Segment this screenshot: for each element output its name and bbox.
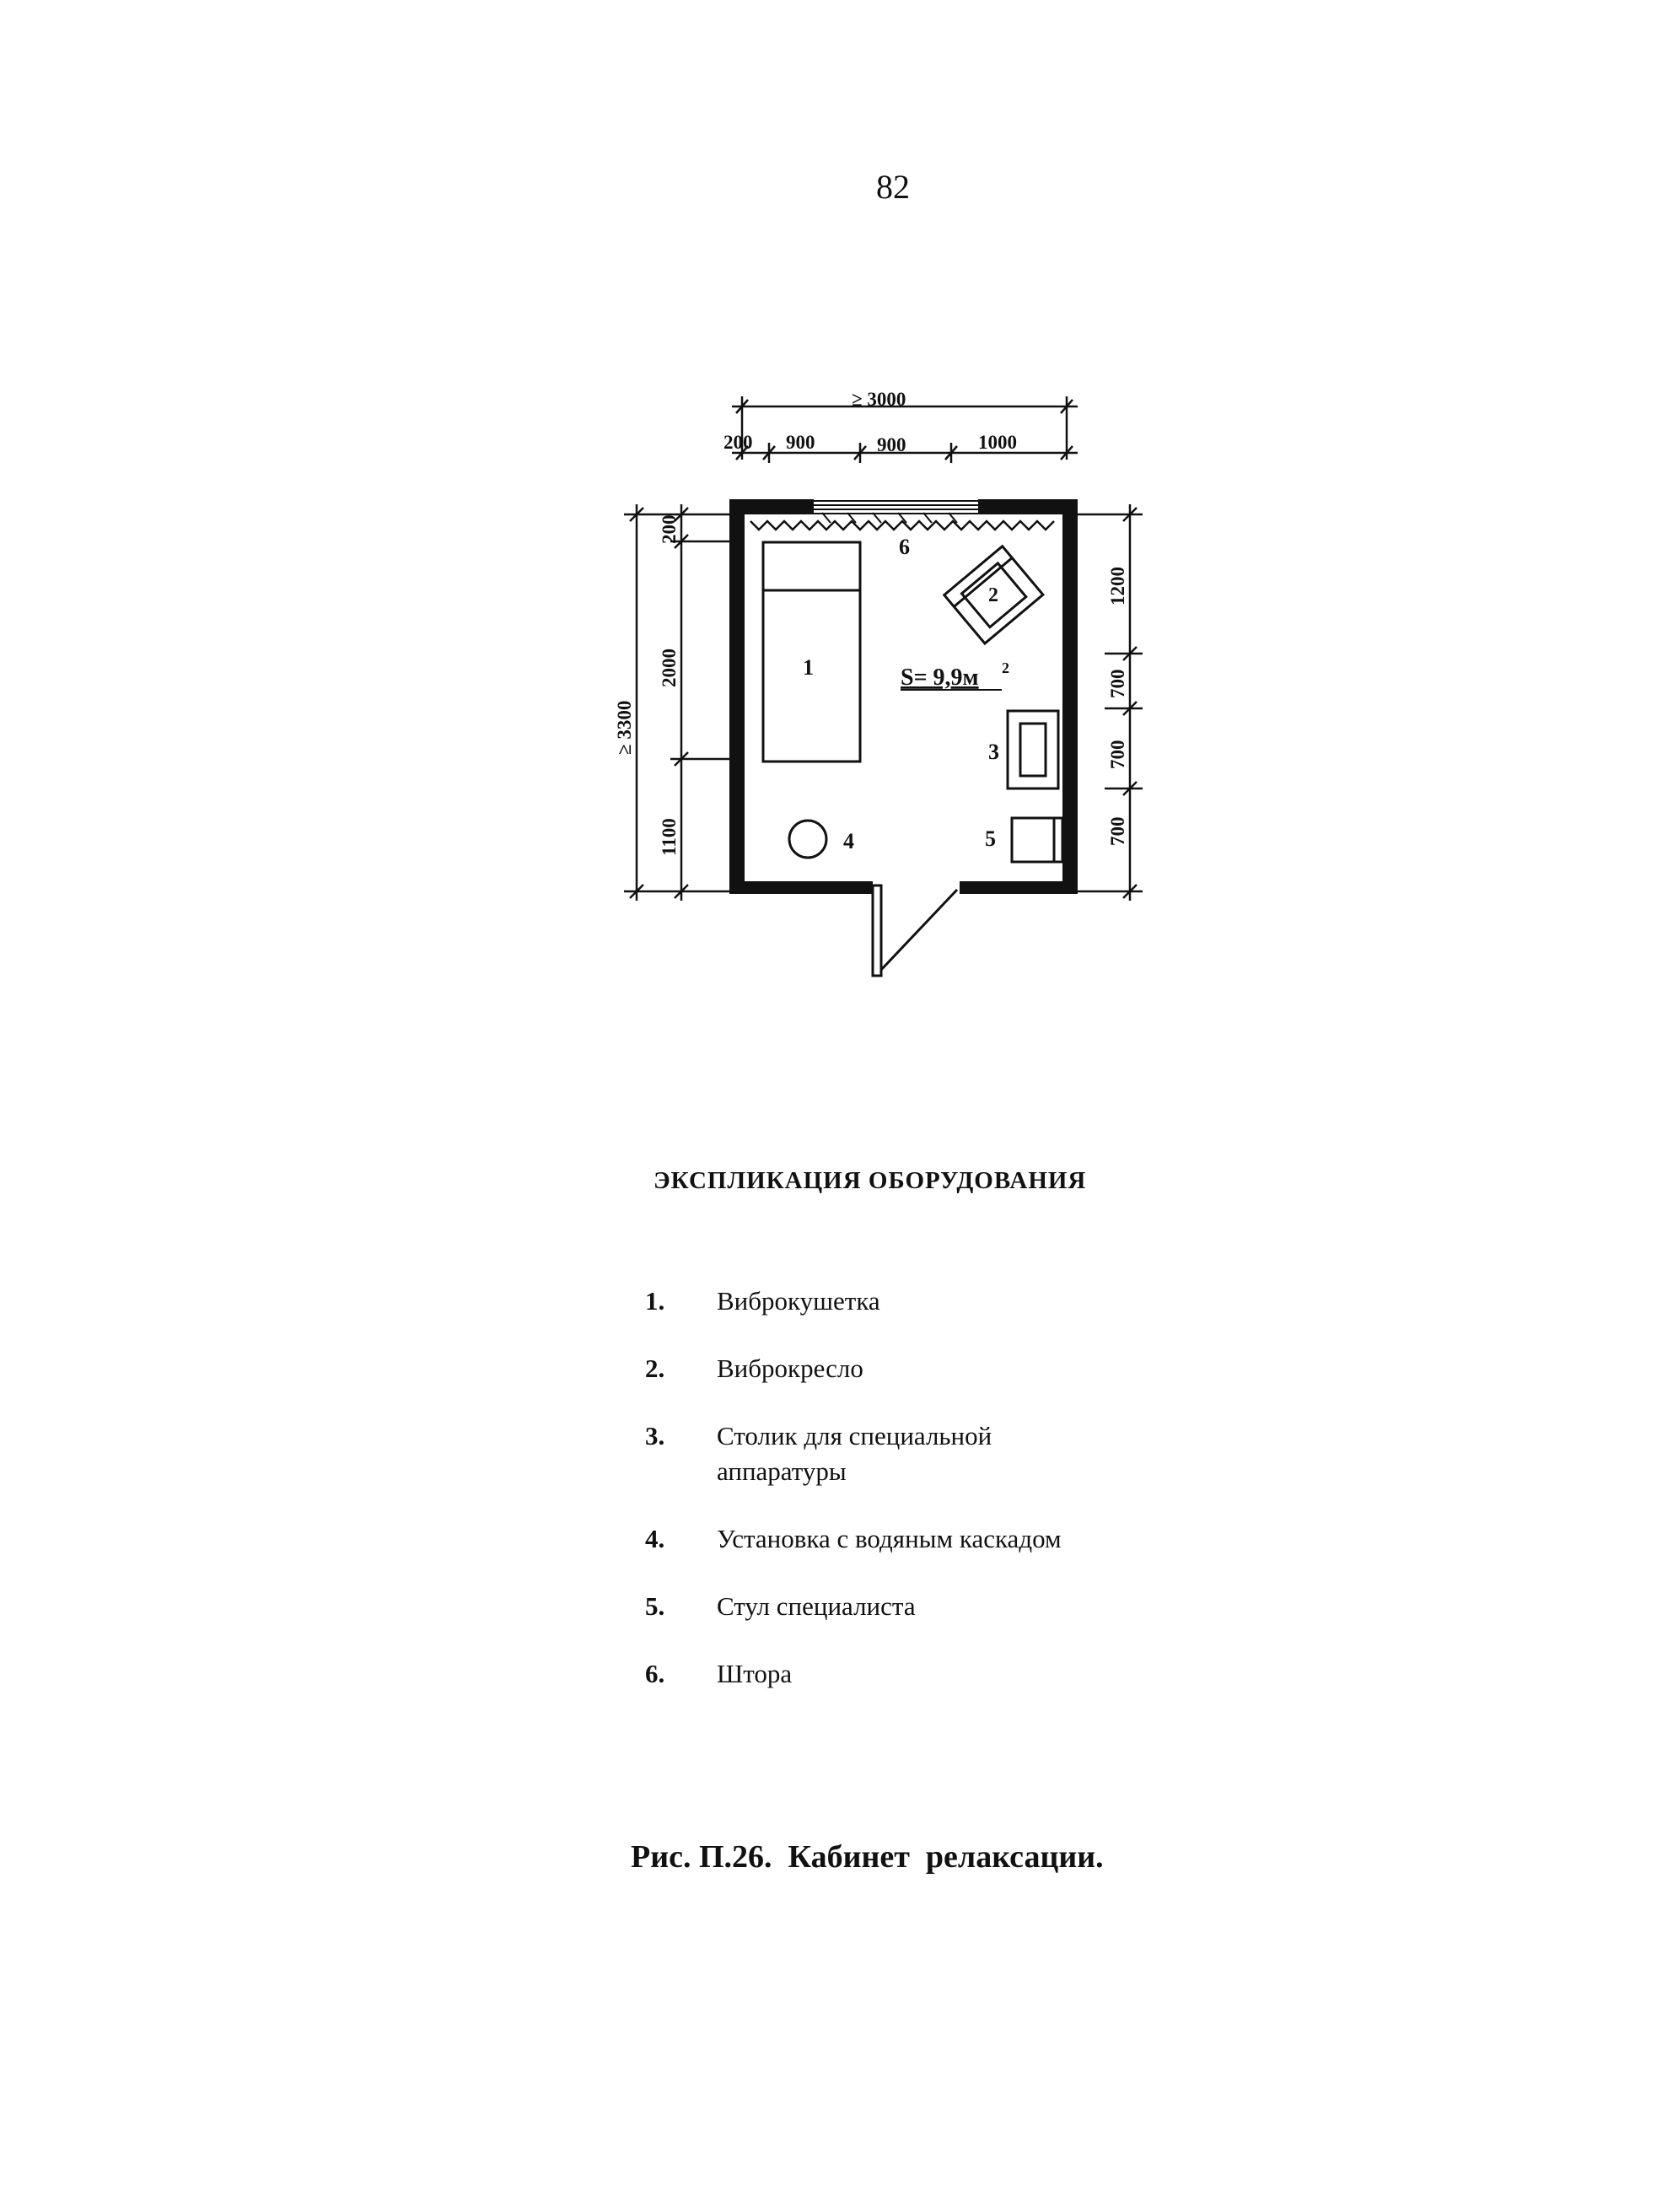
marker-chair: 5 bbox=[985, 826, 996, 851]
figure-caption: Рис. П.26. Кабинет релаксации. bbox=[631, 1839, 1104, 1875]
explication-heading: ЭКСПЛИКАЦИЯ ОБОРУДОВАНИЯ bbox=[654, 1167, 1087, 1194]
dim-top-4: 1000 bbox=[978, 432, 1017, 453]
wall-left bbox=[729, 499, 745, 894]
item-text: Виброкресло bbox=[717, 1354, 863, 1383]
curtain bbox=[750, 521, 1054, 530]
item-number: 4. bbox=[645, 1524, 665, 1553]
dim-left-1: 200 bbox=[659, 514, 680, 544]
list-item bbox=[645, 1656, 1235, 1692]
item-number: 5. bbox=[645, 1591, 665, 1621]
item-text: Виброкушетка bbox=[717, 1286, 880, 1316]
dim-top-2: 900 bbox=[786, 432, 815, 453]
marker-cascade: 4 bbox=[843, 829, 854, 853]
item-text: Установка с водяным каскадом bbox=[717, 1524, 1062, 1553]
list-item bbox=[645, 1418, 1235, 1489]
dim-right-2: 700 bbox=[1107, 669, 1128, 698]
list-item bbox=[645, 1351, 1235, 1386]
dim-top-1: 200 bbox=[723, 432, 753, 453]
list-item bbox=[645, 1284, 1235, 1319]
item-text: Стул специалиста bbox=[717, 1591, 916, 1621]
list-item bbox=[645, 1589, 1235, 1624]
dim-left-2: 2000 bbox=[659, 649, 680, 687]
cascade-circle bbox=[789, 821, 826, 858]
item-number: 1. bbox=[645, 1286, 665, 1316]
dim-right-1: 1200 bbox=[1107, 567, 1128, 605]
item-text: Штора bbox=[717, 1659, 793, 1688]
dim-overall-height: ≥ 3300 bbox=[614, 700, 635, 755]
door bbox=[873, 885, 957, 976]
page-number: 82 bbox=[876, 168, 910, 206]
item-number: 3. bbox=[645, 1421, 665, 1450]
item-text: Столик для специальной аппаратуры bbox=[717, 1421, 992, 1486]
dim-left-3: 1100 bbox=[659, 818, 680, 856]
floor-plan bbox=[0, 0, 1662, 1054]
area-exponent: 2 bbox=[1002, 659, 1009, 676]
area-label: S= 9,9м bbox=[901, 665, 979, 691]
marker-armchair: 2 bbox=[988, 584, 998, 606]
bed bbox=[763, 542, 860, 762]
marker-bed: 1 bbox=[803, 655, 814, 680]
chair bbox=[1012, 818, 1062, 862]
list-item bbox=[645, 1521, 1235, 1557]
dim-top-3: 900 bbox=[877, 434, 906, 455]
marker-table: 3 bbox=[988, 740, 999, 764]
explication-list bbox=[645, 1284, 1235, 1724]
dim-right-4: 700 bbox=[1107, 816, 1128, 846]
item-number: 6. bbox=[645, 1659, 665, 1688]
table bbox=[1008, 711, 1058, 788]
wall-right bbox=[1062, 499, 1078, 894]
marker-curtain: 6 bbox=[899, 535, 910, 559]
wall-bottom-left bbox=[729, 881, 873, 894]
dim-overall-width: ≥ 3000 bbox=[852, 389, 906, 410]
dim-right-3: 700 bbox=[1107, 740, 1128, 769]
window bbox=[814, 501, 978, 523]
wall-bottom-right bbox=[960, 881, 1078, 894]
item-number: 2. bbox=[645, 1354, 665, 1383]
